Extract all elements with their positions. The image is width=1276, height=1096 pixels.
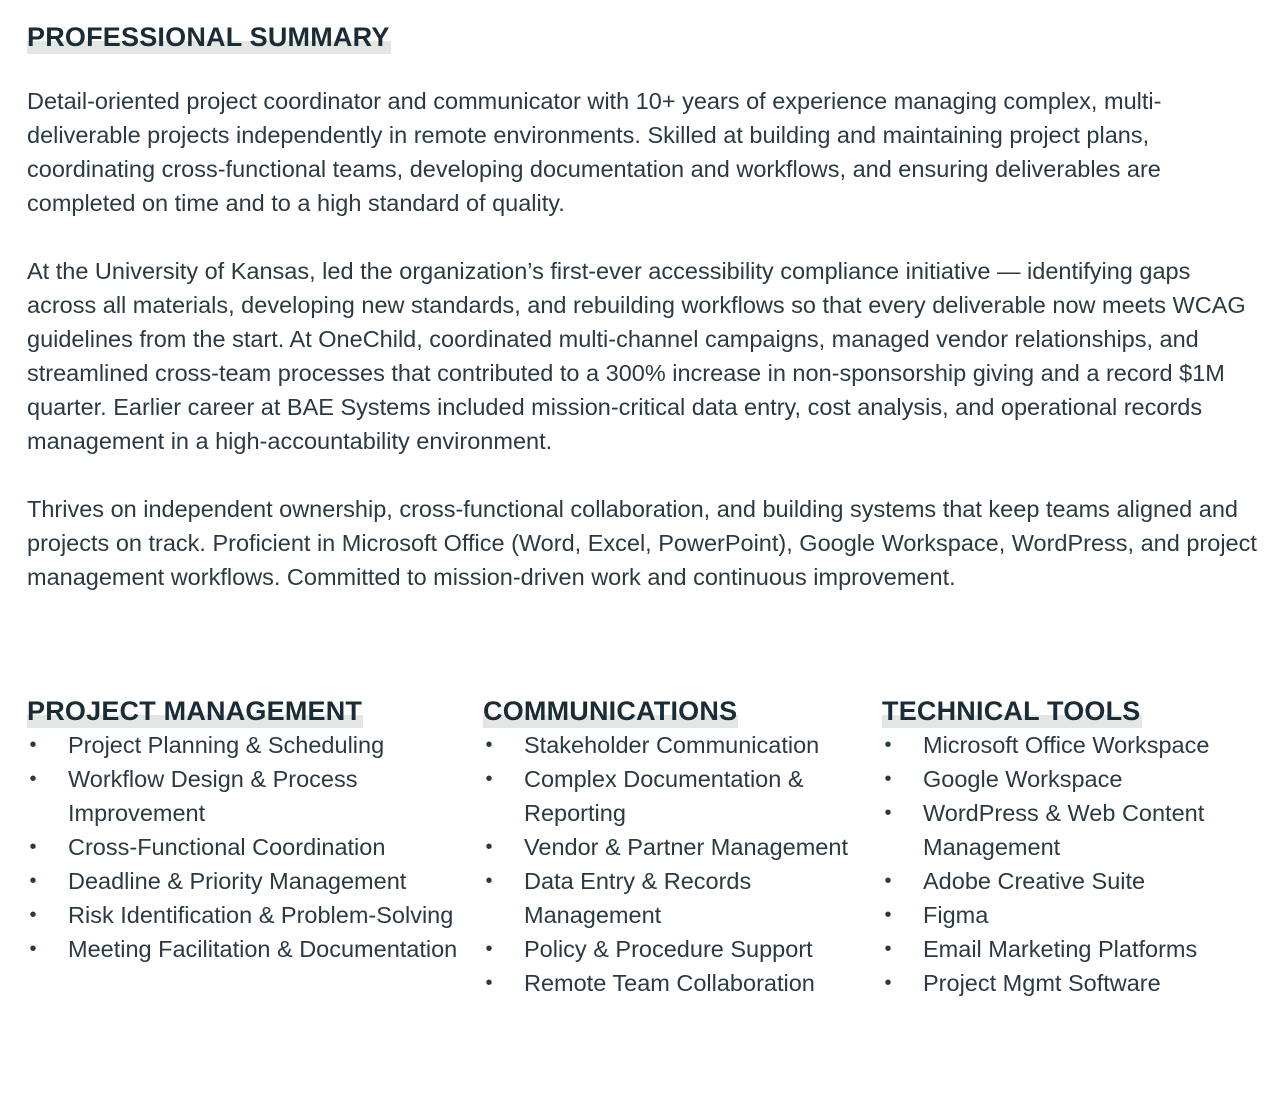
- skill-item-label: Project Planning & Scheduling: [68, 732, 385, 758]
- technical-tools-list: [882, 728, 1262, 1000]
- communications-heading: COMMUNICATIONS: [483, 696, 738, 726]
- skill-item-label: WordPress & Web Content Management: [923, 800, 1205, 860]
- skill-list-item: [882, 898, 1262, 932]
- skill-item-label: Vendor & Partner Management: [524, 834, 848, 860]
- skill-item-label: Cross-Functional Coordination: [68, 834, 386, 860]
- skill-item-label: Complex Documentation & Reporting: [524, 766, 804, 826]
- resume-page: [27, 20, 1257, 594]
- skill-item-label: Workflow Design & Process Improvement: [68, 766, 358, 826]
- bullet-icon: •: [485, 734, 493, 756]
- professional-summary-heading: PROFESSIONAL SUMMARY: [27, 22, 390, 52]
- skill-item-label: Stakeholder Communication: [524, 732, 820, 758]
- skill-list-item: [483, 932, 873, 966]
- technical-tools-heading: TECHNICAL TOOLS: [882, 696, 1141, 726]
- skill-list-item: [882, 932, 1262, 966]
- skill-list-item: [882, 796, 1262, 864]
- skill-list-item: [882, 728, 1262, 762]
- communications-list: [483, 728, 873, 1000]
- bullet-icon: •: [884, 802, 892, 824]
- bullet-icon: •: [485, 836, 493, 858]
- skills-column-technical-tools: [882, 694, 1262, 1000]
- skill-item-label: Adobe Creative Suite: [923, 868, 1146, 894]
- skill-list-item: [882, 966, 1262, 1000]
- skill-list-item: [27, 830, 467, 864]
- skill-item-label: Meeting Facilitation & Documentation: [68, 936, 458, 962]
- bullet-icon: •: [884, 768, 892, 790]
- skill-list-item: [27, 762, 467, 830]
- project-management-heading: PROJECT MANAGEMENT: [27, 696, 363, 726]
- skills-section: [27, 694, 1257, 1074]
- skill-list-item: [27, 728, 467, 762]
- bullet-icon: •: [29, 768, 37, 790]
- skill-list-item: [483, 728, 873, 762]
- skill-list-item: [483, 864, 873, 932]
- skill-item-label: Google Workspace: [923, 766, 1123, 792]
- bullet-icon: •: [29, 734, 37, 756]
- skill-item-label: Data Entry & Records Management: [524, 868, 752, 928]
- bullet-icon: •: [29, 870, 37, 892]
- bullet-icon: •: [29, 836, 37, 858]
- skills-column-project-management: [27, 694, 467, 966]
- skill-list-item: [27, 932, 467, 966]
- bullet-icon: •: [485, 768, 493, 790]
- skill-item-label: Email Marketing Platforms: [923, 936, 1198, 962]
- bullet-icon: •: [884, 972, 892, 994]
- bullet-icon: •: [485, 938, 493, 960]
- skills-column-communications: [483, 694, 873, 1000]
- bullet-icon: •: [29, 938, 37, 960]
- skill-item-label: Figma: [923, 902, 989, 928]
- skill-list-item: [27, 864, 467, 898]
- summary-paragraph-2: At the University of Kansas, led the organization’s first-ever accessibility compliance initiative — identifying gaps across all materials, developing new standards, and rebuilding workflows so that every deliverable now meets WCAG guidelines from the start. At OneChild, coordinated multi-channel campaigns, managed vendor relationships, and streamlined cross-team processes that contributed to a 300% increase in non-sponsorship giving and a record $1M quarter. Earlier career at BAE Systems included mission-critical data entry, cost analysis, and operational records management in a high-accountability environment.: [27, 258, 1246, 454]
- bullet-icon: •: [485, 870, 493, 892]
- bullet-icon: •: [884, 870, 892, 892]
- bullet-icon: •: [884, 938, 892, 960]
- skill-list-item: [483, 966, 873, 1000]
- bullet-icon: •: [29, 904, 37, 926]
- skill-item-label: Risk Identification & Problem-Solving: [68, 902, 454, 928]
- skill-list-item: [882, 762, 1262, 796]
- bullet-icon: •: [485, 972, 493, 994]
- skill-item-label: Project Mgmt Software: [923, 970, 1161, 996]
- skill-list-item: [27, 898, 467, 932]
- skill-list-item: [483, 762, 873, 830]
- summary-paragraph-1: Detail-oriented project coordinator and communicator with 10+ years of experience managing complex, multi-deliverable projects independently in remote environments. Skilled at building and maintaining project plans, coordinating cross-functional teams, developing documentation and workflows, and ensuring deliverables are completed on time and to a high standard of quality.: [27, 88, 1162, 216]
- bullet-icon: •: [884, 904, 892, 926]
- skill-item-label: Policy & Procedure Support: [524, 936, 813, 962]
- bullet-icon: •: [884, 734, 892, 756]
- skill-item-label: Deadline & Priority Management: [68, 868, 407, 894]
- skill-item-label: Remote Team Collaboration: [524, 970, 815, 996]
- skill-list-item: [483, 830, 873, 864]
- skill-list-item: [882, 864, 1262, 898]
- skill-item-label: Microsoft Office Workspace: [923, 732, 1210, 758]
- project-management-list: [27, 728, 467, 966]
- summary-paragraph-3: Thrives on independent ownership, cross-functional collaboration, and building systems that keep teams aligned and projects on track. Proficient in Microsoft Office (Word, Excel, PowerPoint), Google Workspace, WordPress, and project management workflows. Committed to mission-driven work and continuous improvement.: [27, 496, 1257, 590]
